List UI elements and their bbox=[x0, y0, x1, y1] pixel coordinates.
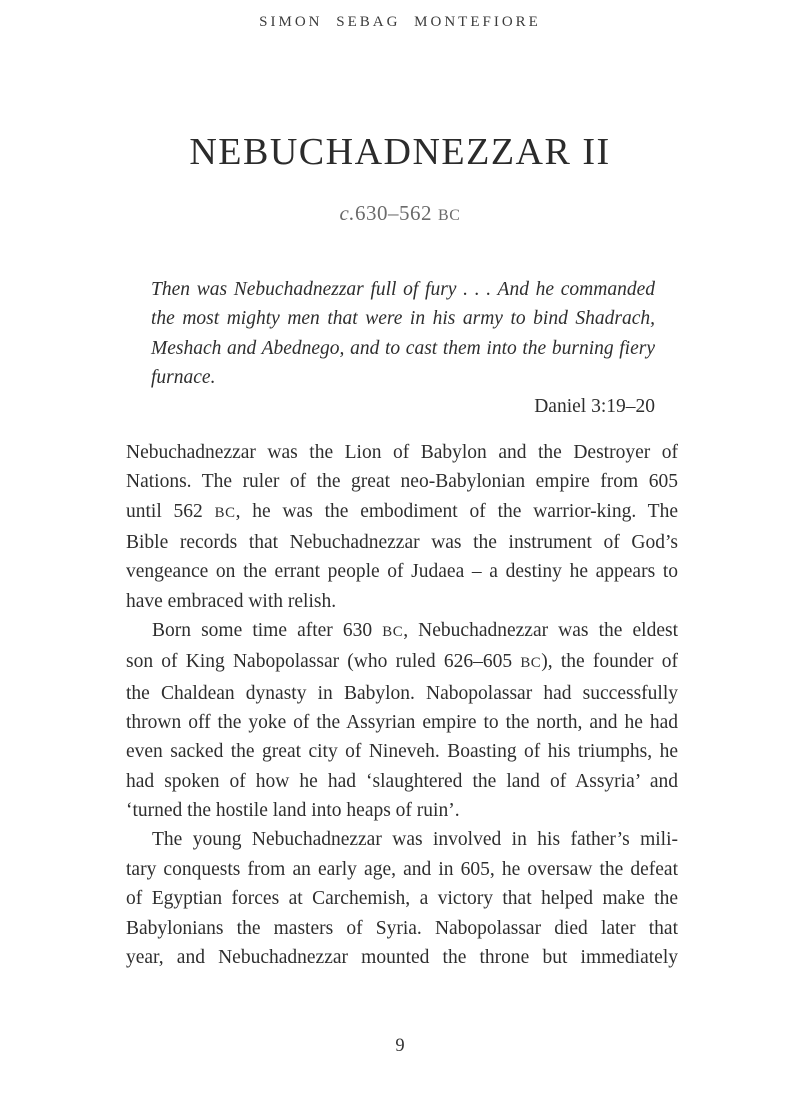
body-line: of Egyptian forces at Carchemish, a victory that helped make the bbox=[126, 888, 678, 910]
body-text bbox=[126, 438, 678, 972]
body-line: have embraced with relish. bbox=[126, 590, 337, 612]
era-label: BC bbox=[438, 207, 461, 224]
body-line: year, and Nebuchadnezzar mounted the throne but immediately bbox=[126, 946, 678, 968]
date-range: 630–562 bbox=[355, 201, 433, 225]
body-line: Bible records that Nebuchadnezzar was the instrument of God’s bbox=[126, 532, 678, 554]
body-line: thrown off the yoke of the Assyrian empire to the north, and he had bbox=[126, 712, 678, 734]
epigraph-line: Meshach and Abednego, and to cast them into the burning fiery bbox=[151, 337, 655, 359]
body-line: had spoken of how he had ‘slaughtered the land of Assyria’ and bbox=[126, 770, 678, 792]
page-number: 9 bbox=[395, 1036, 405, 1056]
epigraph-line: Then was Nebuchadnezzar full of fury . . . And he commanded bbox=[151, 279, 655, 300]
body-line: until 562 BC, he was the embodiment of the warrior-king. The bbox=[126, 500, 678, 522]
body-line: the Chaldean dynasty in Babylon. Nabopolassar had successfully bbox=[126, 682, 678, 704]
body-line: vengeance on the errant people of Judaea – a destiny he appears to bbox=[126, 561, 678, 583]
epigraph bbox=[151, 275, 655, 421]
body-line: Born some time after 630 BC, Nebuchadnezzar was the eldest bbox=[152, 620, 678, 642]
epigraph-line: furnace. bbox=[151, 366, 216, 388]
running-head: SIMON SEBAG MONTEFIORE bbox=[259, 14, 541, 30]
epigraph-attribution: Daniel 3:19–20 bbox=[534, 396, 655, 418]
chapter-dates bbox=[0, 201, 800, 226]
body-line: The young Nebuchadnezzar was involved in his father’s mili- bbox=[152, 829, 678, 851]
body-line: Babylonians the masters of Syria. Nabopolassar died later that bbox=[126, 917, 678, 939]
body-line: Nebuchadnezzar was the Lion of Babylon and the Destroyer of bbox=[126, 442, 678, 463]
epigraph-line: the most mighty men that were in his army to bind Shadrach, bbox=[151, 308, 655, 330]
body-line: ‘turned the hostile land into heaps of ruin’. bbox=[126, 800, 460, 822]
body-line: even sacked the great city of Nineveh. Boasting of his triumphs, he bbox=[126, 741, 678, 763]
circa-abbreviation: c. bbox=[339, 201, 356, 225]
body-line: son of King Nabopolassar (who ruled 626–605 BC), the founder of bbox=[126, 651, 678, 673]
body-line: tary conquests from an early age, and in 605, he oversaw the defeat bbox=[126, 858, 678, 880]
chapter-title: NEBUCHADNEZZAR II bbox=[189, 131, 611, 173]
body-line: Nations. The ruler of the great neo-Babylonian empire from 605 bbox=[126, 471, 678, 493]
